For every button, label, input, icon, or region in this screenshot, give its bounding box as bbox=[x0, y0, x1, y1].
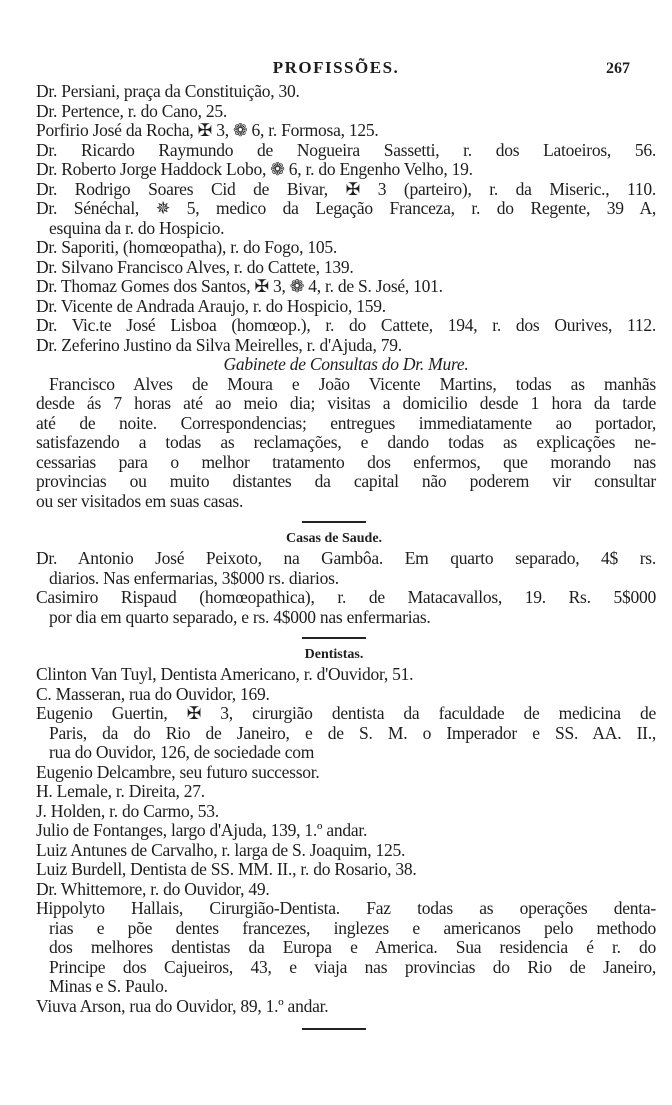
text-line: Dr. Rodrigo Soares Cid de Bivar, ✠ 3 (parteiro), r. da Miseric., 110. bbox=[36, 178, 656, 199]
text-line: Dr. Ricardo Raymundo de Nogueira Sassetti, r. dos Latoeiros, 56. bbox=[36, 139, 656, 160]
text-line: Eugenio Delcambre, seu futuro successor. bbox=[36, 761, 320, 782]
text-line: J. Holden, r. do Carmo, 53. bbox=[36, 800, 219, 821]
text-line: Clinton Van Tuyl, Dentista Americano, r. d'Ouvidor, 51. bbox=[36, 664, 414, 684]
text-line: Dr. Roberto Jorge Haddock Lobo, ❁ 6, r. do Engenho Velho, 19. bbox=[36, 159, 473, 179]
text-line: Dr. Vic.te José Lisboa (homœop.), r. do Cattete, 194, r. dos Ourives, 112. bbox=[36, 315, 656, 335]
page-header bbox=[0, 58, 672, 80]
dentistas-list bbox=[36, 665, 656, 1016]
gabinete-heading: Gabinete de Consultas do Dr. Mure. bbox=[223, 354, 469, 374]
text-line: Julio de Fontanges, largo d'Ajuda, 139, 1.º andar. bbox=[36, 820, 368, 840]
text-line: até de noite. Correspondencias; entregues immediatamente ao portador, bbox=[36, 412, 656, 433]
text-line: Porfirio José da Rocha, ✠ 3, ❁ 6, r. Formosa, 125. bbox=[36, 120, 379, 140]
text-line: desde ás 7 horas até ao meio dia; visitas a domicilio desde 1 hora da tarde bbox=[36, 393, 656, 413]
text-line: Luiz Antunes de Carvalho, r. larga de S. Joaquim, 125. bbox=[36, 839, 406, 860]
casas-de-saude-heading: Casas de Saude. bbox=[285, 531, 383, 546]
page-title: PROFISSÕES. bbox=[272, 58, 400, 77]
text-line: Casimiro Rispaud (homœopathica), r. de Matacavallos, 19. Rs. 5$000 bbox=[36, 587, 656, 607]
text-line: Dr. Silvano Francisco Alves, r. do Cattete, 139. bbox=[36, 256, 354, 277]
text-line: Viuva Arson, rua do Ouvidor, 89, 1.º andar. bbox=[36, 995, 329, 1016]
text-line: Eugenio Guertin, ✠ 3, cirurgião dentista da faculdade de medicina de bbox=[36, 703, 656, 723]
text-line: Francisco Alves de Moura e João Vicente Martins, todas as manhãs bbox=[49, 373, 656, 394]
text-line: Dr. Zeferino Justino da Silva Meirelles, r. d'Ajuda, 79. bbox=[36, 334, 402, 355]
text-line: Dr. Antonio José Peixoto, na Gambôa. Em quarto separado, 4$ rs. bbox=[36, 548, 656, 568]
text-line: Dr. Vicente de Andrada Araujo, r. do Hospicio, 159. bbox=[36, 295, 386, 316]
text-line: H. Lemale, r. Direita, 27. bbox=[36, 781, 205, 801]
section-divider bbox=[302, 1028, 366, 1030]
text-line: por dia em quarto separado, e rs. 4$000 nas enfermarias. bbox=[49, 606, 431, 627]
page-body bbox=[36, 82, 656, 1036]
text-line: Hippolyto Hallais, Cirurgião-Dentista. Faz todas as operações denta- bbox=[36, 898, 656, 918]
text-line: Luiz Burdell, Dentista de SS. MM. II., r. do Rosario, 38. bbox=[36, 859, 417, 879]
text-line: Paris, da do Rio de Janeiro, e de S. M. o Imperador e SS. AA. II., bbox=[49, 722, 656, 743]
text-line: ou ser visitados em suas casas. bbox=[36, 490, 244, 511]
text-line: C. Masseran, rua do Ouvidor, 169. bbox=[36, 683, 270, 704]
text-line: provincias ou muito distantes da capital não poderem vir consultar bbox=[36, 471, 656, 491]
text-line: rua do Ouvidor, 126, de sociedade com bbox=[49, 742, 315, 762]
text-line: diarios. Nas enfermarias, 3$000 rs. diarios. bbox=[49, 567, 339, 588]
section-divider bbox=[302, 637, 366, 639]
page-number: 267 bbox=[606, 60, 630, 77]
text-line: Dr. Whittemore, r. do Ouvidor, 49. bbox=[36, 878, 270, 899]
section-divider bbox=[302, 521, 366, 523]
text-line: rias e põe dentes francezes, inglezes e americanos pelo methodo bbox=[49, 917, 656, 938]
text-line: dos melhores dentistas da Europa e America. Sua residencia é r. do bbox=[49, 937, 656, 957]
text-line: satisfazendo a todas as reclamações, e dando todas as explicações ne- bbox=[36, 432, 656, 452]
text-line: Dr. Sénéchal, ✵ 5, medico da Legação Franceza, r. do Regente, 39 A, bbox=[36, 198, 656, 218]
text-line: Principe dos Cajueiros, 43, e viaja nas provincias do Rio de Janeiro, bbox=[49, 956, 656, 977]
gabinete-paragraph bbox=[36, 375, 656, 512]
text-line: Dr. Saporiti, (homœopatha), r. do Fogo, 105. bbox=[36, 237, 338, 257]
text-line: Dr. Persiani, praça da Constituição, 30. bbox=[36, 81, 300, 101]
text-line: Dr. Pertence, r. do Cano, 25. bbox=[36, 100, 228, 121]
text-line: Minas e S. Paulo. bbox=[49, 976, 168, 996]
text-line: cessarias para o melhor tratamento dos enfermos, que morando nas bbox=[36, 451, 656, 472]
text-line: esquina da r. do Hospicio. bbox=[49, 217, 225, 238]
casas-de-saude-list bbox=[36, 549, 656, 627]
dentistas-heading: Dentistas. bbox=[304, 647, 364, 662]
physicians-list bbox=[36, 82, 656, 355]
text-line: Dr. Thomaz Gomes dos Santos, ✠ 3, ❁ 4, r. de S. José, 101. bbox=[36, 276, 443, 296]
